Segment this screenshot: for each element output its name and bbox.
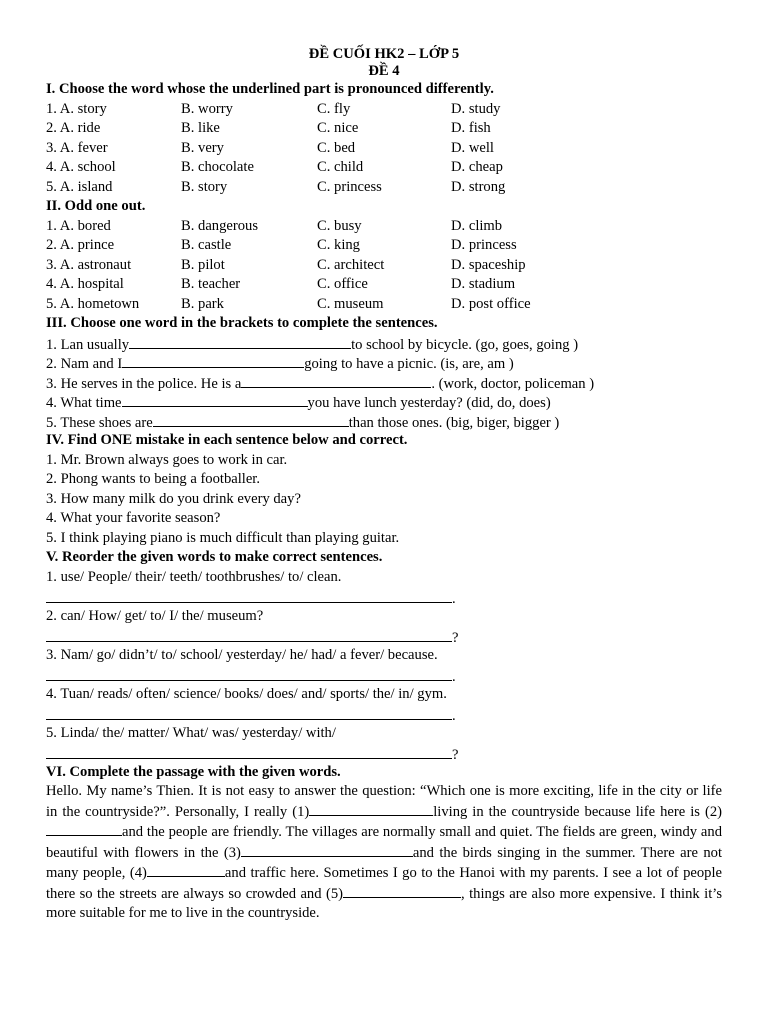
section-3-heading: III. Choose one word in the brackets to complete the sentences. [46, 315, 438, 331]
fill-sentence [46, 412, 722, 432]
sentence-end: going to have a picnic. (is, are, am ) [304, 356, 514, 372]
answer-line[interactable] [46, 665, 722, 685]
option-b: B. park [181, 295, 224, 312]
reorder-prompt: 1. use/ People/ their/ teeth/ toothbrushes/ to/ clean. [46, 568, 342, 585]
sentence-end: . (work, doctor, policeman ) [431, 375, 595, 392]
option-d: D. stadium [451, 276, 516, 292]
page-title: ĐỀ CUỐI HK2 – LỚP 5 [308, 46, 460, 62]
passage-text: , things are also more expensive. I think it’s more suitable for me to live in the countryside. [46, 885, 722, 921]
end-mark: ? [452, 630, 459, 646]
option-d: D. post office [451, 295, 531, 312]
option-a: 3. A. astronaut [46, 256, 132, 273]
end-mark: . [452, 708, 456, 724]
option-d: D. study [451, 100, 501, 117]
section-2-question [46, 295, 722, 315]
reorder-prompt: 4. Tuan/ reads/ often/ science/ books/ does/ and/ sports/ the/ in/ gym. [46, 685, 447, 702]
mistake-sentence: 4. What your favorite season? [46, 510, 221, 526]
end-mark: ? [452, 747, 459, 763]
fill-sentence [46, 334, 722, 354]
reorder-prompt: 5. Linda/ the/ matter/ What/ was/ yesterday/ with/ [46, 724, 336, 741]
option-b: B. worry [181, 100, 233, 117]
option-b: B. chocolate [181, 159, 254, 175]
reorder-prompt: 3. Nam/ go/ didn’t/ to/ school/ yesterday/ he/ had/ a fever/ because. [46, 646, 438, 663]
option-c: C. child [317, 159, 364, 175]
section-2-heading: II. Odd one out. [46, 198, 146, 214]
answer-rule[interactable] [46, 587, 452, 603]
option-b: B. teacher [181, 276, 241, 292]
answer-rule[interactable] [46, 704, 452, 720]
option-d: D. climb [451, 217, 503, 234]
option-d: D. cheap [451, 159, 503, 175]
sentence-start: 4. What time [46, 395, 122, 411]
sentence-end: you have lunch yesterday? (did, do, does) [307, 395, 551, 411]
option-b: B. like [181, 120, 220, 136]
fill-sentence [46, 373, 722, 393]
passage-text: and the people are friendly. The villages are normally small and quiet. The fields are green, windy and beautiful with flowers in the (3) [46, 824, 722, 861]
option-b: B. dangerous [181, 217, 259, 234]
sentence-end: than those ones. (big, biger, bigger ) [348, 414, 560, 431]
option-a: 2. A. ride [46, 120, 101, 136]
passage-text: living in the countryside because life here is (2) [433, 803, 722, 820]
answer-line[interactable] [46, 626, 722, 646]
option-c: C. museum [317, 295, 384, 312]
section-1-heading: I. Choose the word whose the underlined part is pronounced differently. [46, 81, 494, 97]
section-1-question [46, 100, 722, 120]
answer-rule[interactable] [46, 743, 452, 759]
option-b: B. castle [181, 237, 232, 253]
answer-blank[interactable] [153, 412, 349, 427]
section-1-question [46, 139, 722, 159]
option-c: C. bed [317, 139, 356, 156]
option-c: C. princess [317, 178, 382, 195]
passage-blank-1[interactable] [309, 802, 433, 816]
sentence-start: 2. Nam and I [46, 356, 123, 372]
sentence-start: 3. He serves in the police. He is a [46, 375, 242, 392]
passage-text: and traffic here. Sometimes I go to the Hanoi with my parents. I see a lot of people there so the streets are always so crowded and (5) [46, 865, 722, 902]
option-a: 2. A. prince [46, 237, 115, 253]
option-c: C. king [317, 237, 360, 253]
passage-text: and the birds singing in the summer. There are not many people, (4) [46, 844, 722, 881]
mistake-sentence: 2. Phong wants to being a footballer. [46, 471, 261, 487]
answer-line[interactable] [46, 587, 722, 607]
section-2-question [46, 256, 722, 276]
reorder-prompt: 2. can/ How/ get/ to/ I/ the/ museum? [46, 607, 264, 624]
answer-line[interactable] [46, 704, 722, 724]
section-4-heading: IV. Find ONE mistake in each sentence below and correct. [46, 432, 408, 448]
option-c: C. busy [317, 217, 362, 234]
option-c: C. office [317, 276, 368, 292]
passage-blank-4[interactable] [147, 863, 225, 877]
page-subtitle: ĐỀ 4 [368, 63, 400, 79]
mistake-sentence: 1. Mr. Brown always goes to work in car. [46, 451, 288, 468]
mistake-sentence: 3. How many milk do you drink every day? [46, 490, 301, 507]
option-d: D. princess [451, 237, 517, 253]
option-c: C. nice [317, 120, 359, 136]
option-d: D. strong [451, 178, 506, 195]
end-mark: . [452, 669, 456, 685]
option-a: 1. A. bored [46, 217, 111, 234]
section-2-question [46, 217, 722, 237]
passage-blank-5[interactable] [343, 884, 461, 898]
option-b: B. pilot [181, 256, 225, 273]
section-5-heading: V. Reorder the given words to make correct sentences. [46, 549, 383, 565]
option-b: B. very [181, 139, 224, 156]
option-a: 5. A. island [46, 178, 113, 195]
passage-text: Hello. My name’s Thien. It is not easy to answer the question: “Which one is more exciting, life in the city or life in the countryside?”. Personally, I really (1) [46, 783, 722, 820]
fill-sentence [46, 353, 722, 373]
option-b: B. story [181, 178, 228, 195]
answer-line[interactable] [46, 743, 722, 763]
option-a: 3. A. fever [46, 139, 108, 156]
answer-blank[interactable] [129, 334, 351, 349]
option-a: 4. A. hospital [46, 276, 124, 292]
option-a: 4. A. school [46, 159, 116, 175]
section-2-question [46, 275, 722, 295]
option-a: 1. A. story [46, 100, 107, 117]
passage-blank-3[interactable] [241, 843, 413, 857]
section-2-question [46, 236, 722, 256]
passage [46, 782, 722, 924]
option-c: C. fly [317, 100, 351, 117]
sentence-start: 1. Lan usually [46, 336, 130, 353]
sentence-start: 5. These shoes are [46, 414, 153, 431]
sentence-end: to school by bicycle. (go, goes, going ) [351, 336, 579, 353]
section-1-question [46, 158, 722, 178]
end-mark: . [452, 591, 456, 607]
section-1-question [46, 178, 722, 198]
option-d: D. fish [451, 120, 491, 136]
passage-blank-2[interactable] [46, 822, 122, 836]
section-1-question [46, 119, 722, 139]
answer-blank[interactable] [122, 392, 308, 407]
option-d: D. spaceship [451, 256, 526, 273]
mistake-sentence: 5. I think playing piano is much difficult than playing guitar. [46, 529, 400, 546]
option-a: 5. A. hometown [46, 295, 140, 312]
answer-blank[interactable] [241, 373, 431, 388]
answer-rule[interactable] [46, 665, 452, 681]
section-6-heading: VI. Complete the passage with the given words. [46, 763, 341, 780]
fill-sentence [46, 392, 722, 412]
option-d: D. well [451, 139, 494, 156]
answer-rule[interactable] [46, 626, 452, 642]
answer-blank[interactable] [122, 353, 304, 368]
option-c: C. architect [317, 256, 385, 273]
